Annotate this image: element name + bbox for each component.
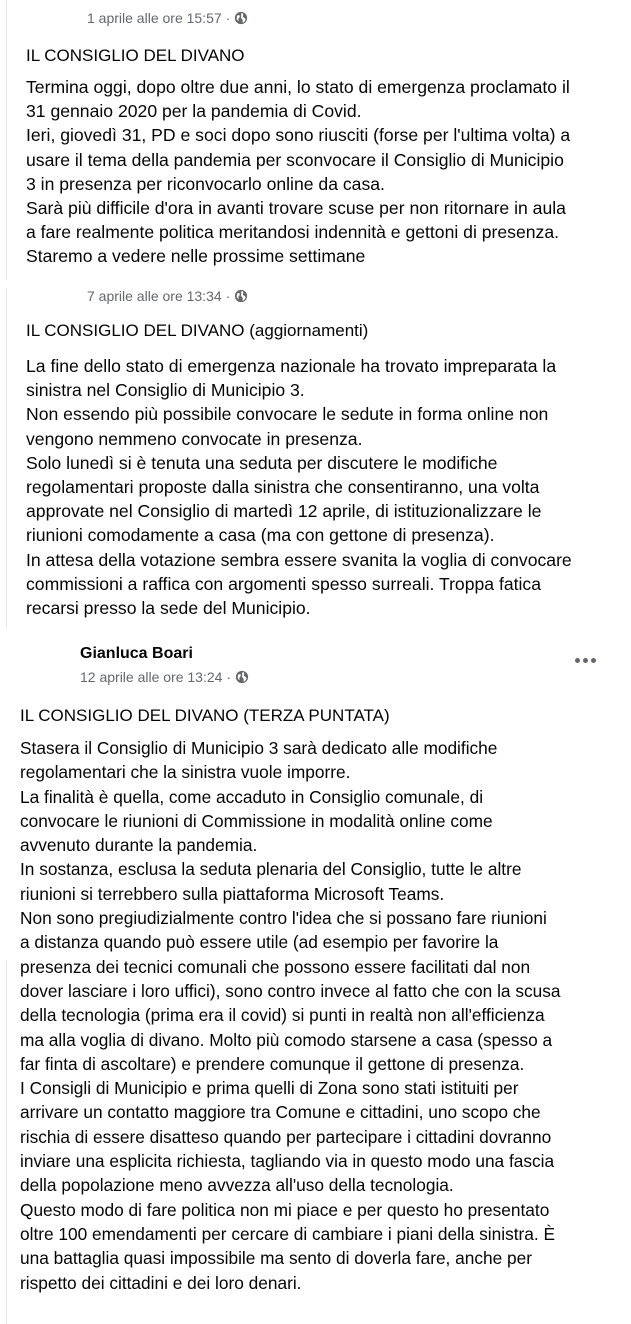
body-line: oltre 100 emendamenti per cercare di cambiare i piani della sinistra. È	[20, 1223, 556, 1244]
thread-line	[6, 960, 7, 1324]
body-line: regolamentari proposte dalla sinistra che consentiranno, una volta	[26, 476, 540, 497]
post-timestamp[interactable]: 12 aprile alle ore 13:24	[80, 669, 223, 685]
post-3-title: IL CONSIGLIO DEL DIVANO (TERZA PUNTATA)	[20, 706, 390, 725]
body-line: a fare realmente politica meritandosi indennità e gettoni di presenza.	[26, 222, 560, 243]
more-options-icon[interactable]	[568, 652, 602, 668]
body-line: Termina oggi, dopo oltre due anni, lo stato di emergenza proclamato il	[26, 77, 570, 97]
body-line: dover lasciare i loro uffici), sono contro invece al fatto che con la scusa	[20, 980, 561, 1001]
body-line: a distanza quando può essere utile (ad esempio per favorire la	[20, 932, 499, 953]
post-3-body	[20, 736, 560, 1295]
body-line: Ieri, giovedì 31, PD e soci dopo sono riusciti (forse per l'ultima volta) a	[26, 125, 571, 146]
body-line: far finta di ascoltare) e prendere comunque il gettone di presenza.	[20, 1053, 525, 1074]
body-line: La fine dello stato di emergenza nazionale ha trovato impreparata la	[26, 356, 557, 376]
body-line: Stasera il Consiglio di Municipio 3 sarà dedicato alle modifiche	[20, 738, 498, 758]
body-line: Sarà più difficile d'ora in avanti trovare scuse per non ritornare in aula	[26, 197, 566, 218]
globe-icon	[235, 670, 249, 684]
body-line: della popolazione meno avvezza all'uso della tecnologia.	[20, 1175, 454, 1196]
body-line: convocare le riunioni di Commissione in modalità online come	[20, 810, 493, 831]
body-line: commissioni a raffica con argomenti spesso surreali. Troppa fatica	[26, 573, 542, 594]
separator: ·	[226, 669, 232, 685]
post-3-meta	[80, 669, 249, 685]
body-line: ma alla voglia di divano. Molto più comodo starsene a casa (spesso a	[20, 1029, 553, 1050]
body-line: della tecnologia (prima era il covid) si punti in realtà non all'efficienza	[20, 1005, 545, 1026]
globe-icon	[234, 11, 248, 25]
author-name[interactable]: Gianluca Boari	[80, 645, 193, 662]
body-line: presenza dei tecnici comunali che possono essere facilitati dal non	[20, 956, 531, 977]
separator: ·	[225, 10, 231, 26]
body-line: sinistra nel Consiglio di Municipio 3.	[26, 380, 305, 401]
body-line: una battaglia quasi impossibile ma sento di doverla fare, anche per	[20, 1248, 533, 1269]
thread-line	[6, 0, 7, 280]
body-line: rischia di essere disatteso quando per partecipare i cittadini dovranno	[20, 1126, 552, 1147]
body-line: Non sono pregiudizialmente contro l'idea che si possano fare riunioni	[20, 908, 547, 929]
body-line: Questo modo di fare politica non mi piace e per questo ho presentato	[20, 1199, 550, 1220]
thread-line	[6, 288, 7, 628]
body-line: Staremo a vedere nelle prossime settimane	[26, 246, 366, 267]
body-line: recarsi presso la sede del Municipio.	[26, 597, 311, 618]
post-2-title: IL CONSIGLIO DEL DIVANO (aggiornamenti)	[26, 321, 369, 340]
body-line: I Consigli di Municipio e prima quelli di Zona sono stati istituiti per	[20, 1078, 519, 1099]
post-1-title: IL CONSIGLIO DEL DIVANO	[26, 46, 245, 65]
separator: ·	[225, 288, 231, 304]
body-line: vengono nemmeno convocate in presenza.	[26, 428, 363, 449]
body-line: Solo lunedì si è tenuta una seduta per discutere le modifiche	[26, 452, 498, 473]
body-line: 31 gennaio 2020 per la pandemia di Covid.	[26, 101, 362, 122]
post-1-meta	[87, 10, 248, 26]
body-line: approvate nel Consiglio di martedì 12 aprile, di istituzionalizzare le	[26, 501, 542, 522]
body-line: rispetto dei cittadini e dei loro denari.	[20, 1272, 302, 1293]
body-line: arrivare un contatto maggiore tra Comune e cittadini, uno scopo che	[20, 1102, 541, 1123]
body-line: avvenuto durante la pandemia.	[20, 835, 258, 856]
body-line: 3 in presenza per riconvocarlo online da casa.	[26, 173, 385, 194]
body-line: regolamentari che la sinistra vuole imporre.	[20, 762, 351, 783]
post-timestamp[interactable]: 1 aprile alle ore 15:57	[87, 10, 222, 26]
post-1-body	[26, 75, 570, 269]
body-line: In attesa della votazione sembra essere svanita la voglia di convocare	[26, 549, 572, 570]
body-line: usare il tema della pandemia per sconvocare il Consiglio di Municipio	[26, 149, 564, 170]
body-line: inviare una esplicita richiesta, tagliando via in questo modo una fascia	[20, 1151, 555, 1172]
body-line: riunioni comodamente a casa (ma con gettone di presenza).	[26, 525, 495, 546]
post-2-meta	[87, 288, 248, 304]
body-line: In sostanza, esclusa la seduta plenaria del Consiglio, tutte le altre	[20, 859, 522, 880]
globe-icon	[234, 289, 248, 303]
body-line: La finalità è quella, come accaduto in Consiglio comunale, di	[20, 786, 484, 807]
body-line: Non essendo più possibile convocare le sedute in forma online non	[26, 404, 549, 425]
post-timestamp[interactable]: 7 aprile alle ore 13:34	[87, 288, 222, 304]
body-line: riunioni si terrebbero sulla piattaforma Microsoft Teams.	[20, 883, 445, 904]
post-2-body	[26, 354, 572, 620]
